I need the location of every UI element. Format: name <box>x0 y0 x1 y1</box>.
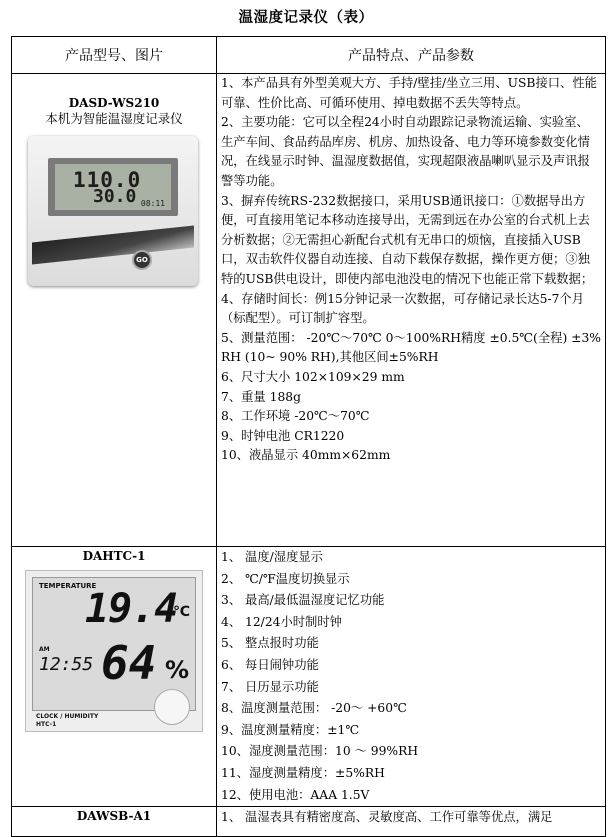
go-button-icon: GO <box>132 250 152 270</box>
product-model-cell <box>12 547 217 807</box>
feature-item: 2、主要功能：它可以全程24小时自动跟踪记录物流运输、实验室、生产车间、食品药品库房、机房、加热设备、电力等环境参数变化情况，在线显示时钟、温湿度数据值，实现超限液晶喇叭显示及声讯报警等功能。 <box>221 115 590 188</box>
feature-item: 7、重量 188g <box>221 389 301 404</box>
product-model: DAWSB-A1 <box>76 809 152 824</box>
document-title: 温湿度记录仪（表） <box>238 9 374 26</box>
table-row <box>12 807 606 837</box>
temperature-readout: 19.4 <box>85 586 178 632</box>
table-header-row <box>12 37 606 74</box>
device-lcd <box>55 164 171 210</box>
feature-item: 11、湿度测量精度：±5%RH <box>221 765 385 780</box>
product-model-cell <box>12 74 217 547</box>
product-model: DASD-WS210 <box>68 96 160 110</box>
feature-item: 9、时钟电池 CR1220 <box>221 428 345 443</box>
feature-item: 5、测量范围： -20℃～70℃ 0～100%RH精度 ±0.5℃(全程) ±3%RH (10~ 90% RH),其他区间±5%RH <box>221 330 601 365</box>
lcd-line2: 30.0 <box>93 186 137 207</box>
device-bezel <box>48 158 178 216</box>
am-indicator: AM <box>39 646 50 653</box>
device-bottom-label: CLOCK / HUMIDITY <box>36 713 99 720</box>
product-table <box>11 36 606 837</box>
feature-item: 6、尺寸大小 102×109×29 mm <box>221 369 405 384</box>
feature-item: 1、 温湿表具有精密度高、灵敏度高、工作可靠等优点，满足 <box>221 810 553 825</box>
product-model-cell <box>12 807 217 837</box>
clock-readout: 12:55 <box>39 654 94 675</box>
product-features-cell <box>217 547 606 807</box>
humidity-unit: % <box>165 656 190 684</box>
feature-item: 7、 日历显示功能 <box>221 679 319 694</box>
feature-item: 2、 ℃/℉温度切换显示 <box>221 571 350 586</box>
feature-item: 4、存储时间长：例15分钟记录一次数据，可存储记录长达5-7个月（标配型）。可订制扩容型。 <box>221 291 584 326</box>
product-subtitle: 本机为智能温湿度记录仪 <box>45 111 183 126</box>
feature-item: 6、 每日闹钟功能 <box>221 657 319 672</box>
device-stripe <box>32 225 194 264</box>
product-model: DAHTC-1 <box>82 549 146 563</box>
feature-item: 3、摒弃传统RS-232数据接口，采用USB通讯接口：①数据导出方便，可直接用笔记本移动连接导出，无需到远在办公室的台式机上去分析数据；②无需担心新配台式机有无串口的烦恼，直接插入USB口，双击软件仪器自动连接、自动下载保存数据，操作更方便；③独特的USB供电设计，即使内部电池没电的情况下也能正常下载数据； <box>221 193 594 286</box>
header-model-image: 产品型号、图片 <box>12 37 217 74</box>
humidity-readout: 64 <box>101 636 157 690</box>
lcd-line3: 08:11 <box>140 199 165 208</box>
feature-item: 4、 12/24小时制时钟 <box>221 614 342 629</box>
table-row <box>12 74 606 547</box>
feature-item: 10、液晶显示 40mm×62mm <box>221 448 391 463</box>
feature-item: 9、温度测量精度：±1℃ <box>221 722 360 737</box>
table-row <box>12 547 606 807</box>
feature-item: 8、温度测量范围： -20～ +60℃ <box>221 701 407 716</box>
device-model-label: HTC-1 <box>36 721 57 728</box>
lcd-line1: 110.0 <box>73 168 142 192</box>
feature-item: 8、工作环境 -20℃～70℃ <box>221 409 370 424</box>
feature-item: 1、 温度/湿度显示 <box>221 550 323 564</box>
feature-item: 10、湿度测量范围：10 ～ 99%RH <box>221 744 419 759</box>
header-features-params: 产品特点、产品参数 <box>217 37 606 74</box>
product-image-ws210 <box>26 136 202 286</box>
screen-top-label: TEMPERATURE <box>39 582 97 590</box>
feature-item: 3、 最高/最低温湿度记忆功能 <box>221 593 385 608</box>
product-image-htc1 <box>25 570 203 732</box>
product-features-cell <box>217 807 606 837</box>
temperature-unit: ℃ <box>173 604 190 620</box>
feature-item: 1、本产品具有外型美观大方、手持/壁挂/坐立三用、USB接口、性能可靠、性价比高、可循环使用、掉电数据不丢失等特点。 <box>221 76 597 110</box>
feature-item: 5、 整点报时功能 <box>221 636 319 651</box>
device-body <box>28 136 198 286</box>
dial-knob-icon <box>154 689 190 725</box>
product-features-cell <box>217 74 606 547</box>
feature-item: 12、使用电池：AAA 1.5V <box>221 787 370 802</box>
